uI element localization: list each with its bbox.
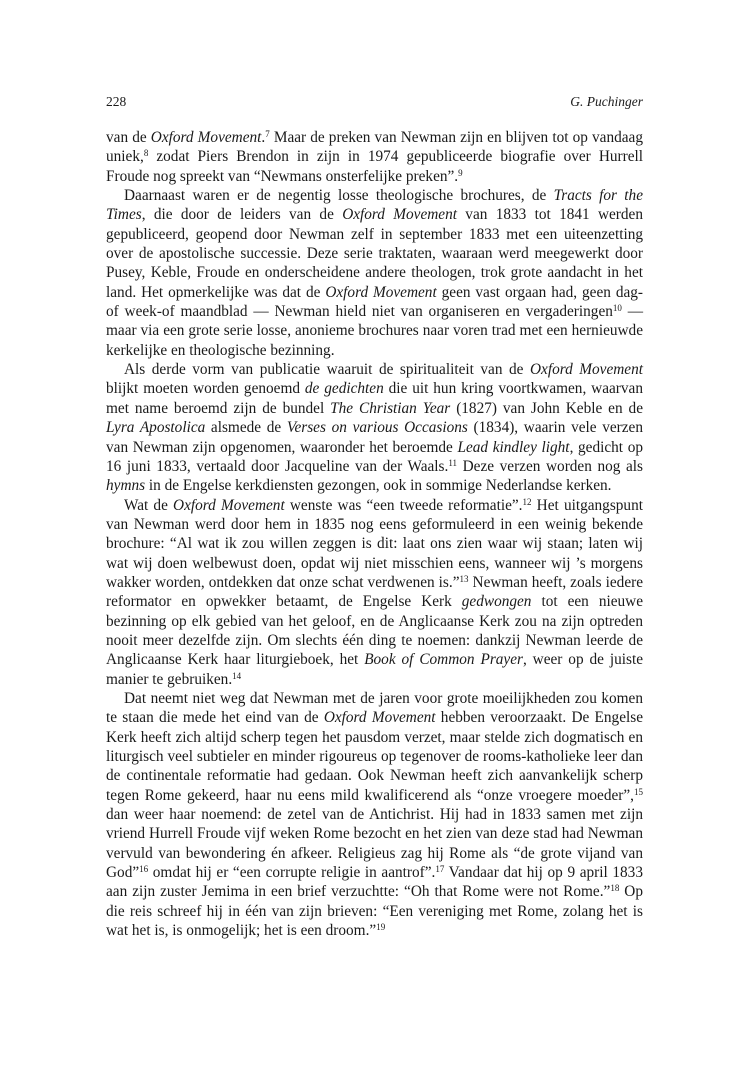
italic-title: Verses on various Occasions bbox=[286, 419, 468, 437]
italic-title: Tracts for the Times bbox=[106, 187, 643, 224]
footnote-marker: 7 bbox=[265, 129, 270, 140]
text-run: van 1833 tot 1841 werden gepubliceerd, geopend door Newman zelf in september 1833 met een uiteenzetting over de apostolische successie. Deze serie traktaten, waaraan werd meegewerkt door Pusey, Keble, Froude en onderscheidene andere theologen, trok grote aandacht in het land. Het opmerkelijke was dat de bbox=[106, 206, 643, 301]
italic-title: gedwongen bbox=[461, 593, 532, 611]
paragraph bbox=[106, 689, 643, 940]
footnote-marker: 11 bbox=[448, 457, 458, 468]
italic-title: Oxford Movement bbox=[342, 206, 457, 224]
text-run: Dat neemt niet weg dat Newman met de jaren voor grote moeilijkheden zou komen te staan die mede het eind van de bbox=[106, 689, 643, 727]
text-run: Het uitgangspunt van Newman werd door hem in 1835 nog eens geformuleerd in een weinig bekende brochure: “Al wat ik zou willen zeggen is dit: laat ons zien waar wij staan; laten wij wat wij doen welbewust doen, opdat wij niet misschien eens, wanneer wij ’s morgens wakker worden, ontdekken dat onze schat verdwenen is.” bbox=[106, 496, 643, 591]
text-run: Deze verzen worden nog als bbox=[457, 457, 644, 475]
footnote-marker: 13 bbox=[459, 573, 469, 584]
italic-title: Oxford Movement bbox=[325, 283, 437, 301]
italic-title: Oxford Movement bbox=[529, 361, 643, 379]
body-text bbox=[106, 128, 643, 940]
page-number: 228 bbox=[106, 94, 127, 109]
text-run: geen vast orgaan had, geen dag- of week-of maandblad — Newman hield niet van organiseren en vergaderingen bbox=[106, 283, 643, 321]
italic-title: Book of Common Prayer bbox=[364, 651, 523, 669]
footnote-marker: 19 bbox=[376, 922, 386, 933]
text-run: hebben veroorzaakt. De Engelse Kerk heeft zich altijd scherp tegen het pausdom verzet, maar stelde zich dogmatisch en liturgisch veel subtieler en minder rigoureus op tegenover de rooms-katholieke leer dan de continentale reformatie had gedaan. Ook Newman heeft zich aanvankelijk scherp tegen Rome gekeerd, haar nu eens mild kwalificerend als “onze vroegere moeder”, bbox=[106, 709, 643, 804]
text-run: die uit hun kring voortkwamen, waarvan met name beroemd zijn de bundel bbox=[106, 380, 643, 417]
text-run: , weer op de juiste manier te gebruiken. bbox=[106, 651, 643, 688]
text-run: in de Engelse kerkdiensten gezongen, ook in sommige Nederlandse kerken. bbox=[145, 477, 612, 495]
text-run: Maar de preken van Newman zijn en blijven tot op vandaag uniek, bbox=[106, 129, 643, 166]
paragraph bbox=[106, 360, 643, 495]
italic-title: Oxford Movement bbox=[323, 709, 436, 727]
text-run: Daarnaast waren er de negentig losse theologische brochures, de bbox=[124, 187, 554, 205]
paragraph bbox=[106, 186, 643, 360]
text-run: dan weer haar noemend: de zetel van de Antichrist. Hij had in 1833 samen met zijn vriend Hurrell Froude vijf weken Rome bezocht en het zien van deze stad had Newman vervuld van bewondering én afkeer. Religieus zag hij Rome als “de grote vijand van God” bbox=[106, 806, 643, 882]
text-run: zodat Piers Brendon in zijn in 1974 gepubliceerde biografie over Hurrell Froude nog spreekt van “Newmans onsterfelijke preken”. bbox=[106, 148, 643, 185]
footnote-marker: 17 bbox=[435, 864, 445, 875]
footnote-marker: 15 bbox=[634, 786, 643, 797]
text-run: alsmede de bbox=[205, 419, 287, 437]
italic-title: de gedichten bbox=[304, 380, 384, 398]
footnote-marker: 9 bbox=[458, 167, 463, 178]
text-run: tot een nieuwe bezinning op elk gebied van het geloof, en de Anglicaanse Kerk zou na zijn optreden nooit meer dezelfde zijn. Om slechts één ding te noemen: dankzij Newman leerde de Anglicaanse Kerk haar liturgieboek, het bbox=[106, 593, 643, 669]
page-header bbox=[106, 94, 643, 114]
text-run: . bbox=[261, 129, 266, 146]
text-run: Vandaar dat hij op 9 april 1833 aan zijn zuster Jemima in een brief verzuchtte: “Oh that Rome were not Rome.” bbox=[106, 864, 643, 901]
footnote-marker: 12 bbox=[522, 496, 532, 507]
text-run: , die door de leiders van de bbox=[141, 206, 343, 224]
italic-title: hymns bbox=[106, 477, 146, 495]
footnote-marker: 18 bbox=[610, 883, 620, 894]
text-run: Wat de bbox=[124, 496, 174, 514]
italic-title: Lyra Apostolica bbox=[106, 419, 206, 437]
text-run: (1827) van John Keble en de bbox=[450, 399, 643, 417]
italic-title: Oxford Movement bbox=[150, 129, 262, 146]
text-run: (1834), waarin vele verzen van Newman zijn opgenomen, waaronder het beroemde bbox=[106, 419, 643, 456]
text-run: blijkt moeten worden genoemd bbox=[106, 380, 305, 398]
running-head-author: G. Puchinger bbox=[570, 94, 643, 109]
text-run: Op die reis schreef hij in één van zijn brieven: “Een vereniging met Rome, zolang het is wat het is, is onmogelijk; het is een droom.” bbox=[106, 883, 643, 940]
text-run: Newman heeft, zoals iedere reformator en opwekker betaamt, de Engelse Kerk bbox=[106, 573, 643, 611]
text-run: wenste was “een tweede reformatie”. bbox=[284, 496, 523, 514]
paragraph bbox=[106, 128, 643, 186]
text-run: Als derde vorm van publicatie waaruit de spiritualiteit van de bbox=[124, 361, 530, 379]
text-run: van de bbox=[106, 129, 151, 146]
text-run: — maar via een grote serie losse, anonieme brochures naar voren trad met een hernieuwde kerkelijke en theologische bezinning. bbox=[106, 303, 643, 359]
text-run: omdat hij er “een corrupte religie in aantrof”. bbox=[148, 864, 436, 882]
footnote-marker: 10 bbox=[612, 303, 622, 314]
italic-title: Oxford Movement bbox=[173, 496, 285, 514]
footnote-marker: 8 bbox=[143, 148, 149, 159]
italic-title: The Christian Year bbox=[330, 399, 451, 417]
italic-title: Lead kindley light bbox=[457, 438, 570, 456]
text-run: , gedicht op 16 juni 1833, vertaald door Jacqueline van der Waals. bbox=[106, 438, 643, 475]
paragraph bbox=[106, 496, 643, 689]
footnote-marker: 16 bbox=[139, 864, 149, 875]
footnote-marker: 14 bbox=[232, 670, 242, 681]
